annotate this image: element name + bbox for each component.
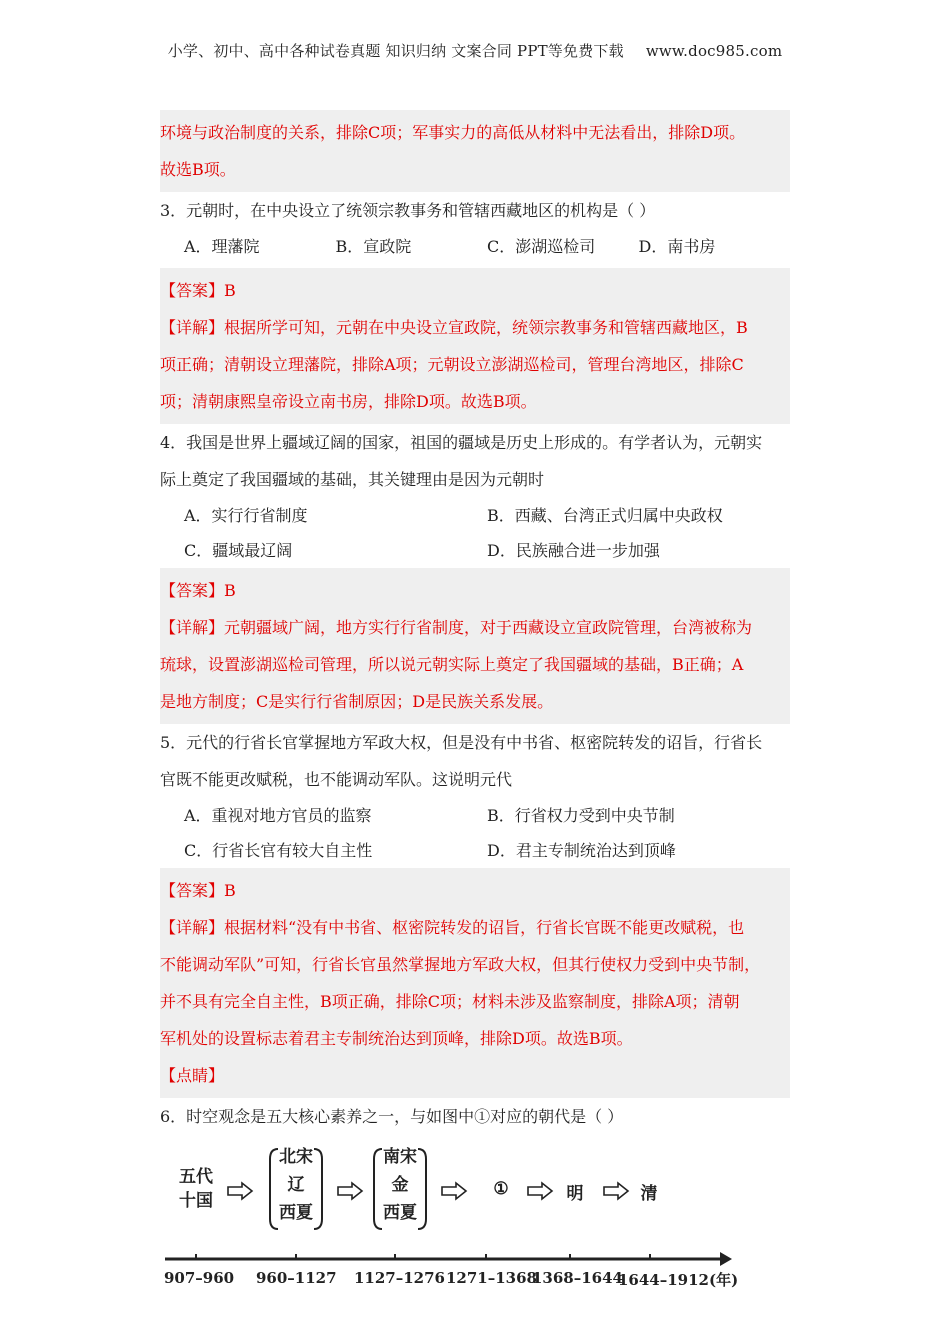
flow-arrow-icon [442, 1183, 466, 1199]
stage-line: 北宋 [279, 1147, 313, 1167]
year-label: 1644–1912(年) [618, 1271, 739, 1289]
explanation-line: 环境与政治制度的关系，排除C项；军事实力的高低从材料中无法看出，排除D项。 [160, 123, 746, 142]
stage-line: 五代 [179, 1167, 213, 1187]
stage-line: ① [493, 1179, 509, 1199]
explanation-line: 项；清朝康熙皇帝设立南书房，排除D项。故选B项。 [160, 392, 537, 411]
tip-label: 【点睛】 [160, 1066, 225, 1085]
question-5-answer-block [160, 868, 790, 1098]
question-5-options-row2 [160, 833, 790, 868]
answer-label: 【答案】B [160, 581, 236, 600]
explanation-line: 并不具有完全自主性，B项正确，排除C项；材料未涉及监察制度，排除A项；清朝 [160, 992, 740, 1011]
question-5-options-row1 [160, 798, 790, 833]
option-b: B．行省权力受到中央节制 [487, 806, 675, 825]
explanation-line: 琉球，设置澎湖巡检司管理，所以说元朝实际上奠定了我国疆域的基础，B正确；A [160, 655, 744, 674]
prev-explanation [160, 110, 790, 192]
option-c: C．疆域最辽阔 [184, 541, 293, 560]
stage-line: 清 [640, 1184, 658, 1204]
flow-arrow-icon [338, 1183, 362, 1199]
document-body [160, 110, 790, 1299]
option-a: A．重视对地方官员的监察 [184, 806, 372, 825]
option-d: D．君主专制统治达到顶峰 [487, 841, 676, 860]
year-label: 960–1127 [256, 1269, 337, 1287]
explanation-line: 【详解】元朝疆域广阔，地方实行行省制度，对于西藏设立宣政院管理，台湾被称为 [160, 618, 753, 637]
year-label: 1368–1644 [532, 1269, 623, 1287]
stage-unknown [486, 1179, 516, 1199]
flow-arrow-icon [228, 1183, 252, 1199]
explanation-line: 不能调动军队”可知，行省长官虽然掌握地方军政大权，但其行使权力受到中央节制， [160, 955, 761, 974]
option-a: A．实行行省制度 [184, 506, 308, 525]
question-4-options-row1 [160, 498, 790, 533]
stage-line: 西夏 [279, 1203, 313, 1223]
option-b: B．西藏、台湾正式归属中央政权 [487, 506, 723, 525]
explanation-line: 是地方制度；C是实行行省制原因；D是民族关系发展。 [160, 692, 554, 711]
stage-ming [560, 1179, 590, 1204]
question-4-answer-block [160, 568, 790, 724]
question-5-stem-cont: 官既不能更改赋税，也不能调动军队。这说明元代 [160, 770, 513, 789]
flow-arrow-icon [528, 1183, 552, 1199]
option-c: C．澎湖巡检司 [487, 237, 596, 256]
timeline-axis-arrow [720, 1252, 732, 1266]
question-3-options [160, 229, 790, 264]
explanation-line: 故选B项。 [160, 160, 236, 179]
header-site[interactable]: www.doc985.com [645, 42, 783, 60]
answer-label: 【答案】B [160, 281, 236, 300]
question-3-answer-block [160, 268, 790, 424]
page-header [0, 40, 950, 61]
explanation-line: 军机处的设置标志着君主专制统治达到顶峰，排除D项。故选B项。 [160, 1029, 633, 1048]
question-4-stem-cont: 际上奠定了我国疆域的基础，其关键理由是因为元朝时 [160, 470, 545, 489]
stage-line: 南宋 [383, 1147, 417, 1167]
stage-line: 西夏 [383, 1203, 417, 1223]
explanation-line: 【详解】根据所学可知，元朝在中央设立宣政院，统领宗教事务和管辖西藏地区，B [160, 318, 748, 337]
stage-northern-song [274, 1143, 318, 1227]
stage-line: 明 [566, 1184, 584, 1204]
year-label: 1271–1368 [446, 1269, 537, 1287]
year-label: 907–960 [164, 1269, 235, 1287]
option-b: B．宣政院 [335, 237, 412, 256]
option-c: C．行省长官有较大自主性 [184, 841, 373, 860]
question-3-stem: 3．元朝时，在中央设立了统领宗教事务和管辖西藏地区的机构是（ ） [160, 201, 656, 220]
answer-label: 【答案】B [160, 881, 236, 900]
dynasty-timeline [160, 1139, 790, 1299]
stage-wudai [174, 1165, 218, 1213]
question-5-stem: 5．元代的行省长官掌握地方军政大权，但是没有中书省、枢密院转发的诏旨，行省长 [160, 733, 763, 752]
option-d: D．民族融合进一步加强 [487, 541, 660, 560]
header-text: 小学、初中、高中各种试卷真题 知识归纳 文案合同 PPT等免费下载 [167, 42, 624, 60]
stage-line: 金 [391, 1175, 409, 1195]
stage-line: 十国 [179, 1191, 213, 1211]
stage-qing [634, 1179, 664, 1204]
year-label: 1127–1276 [354, 1269, 445, 1287]
option-a: A．理藩院 [184, 237, 260, 256]
explanation-line: 【详解】根据材料“没有中书省、枢密院转发的诏旨，行省长官既不能更改赋税，也 [160, 918, 745, 937]
stage-line: 辽 [287, 1175, 305, 1195]
flow-arrow-icon [604, 1183, 628, 1199]
question-6-stem: 6．时空观念是五大核心素养之一，与如图中①对应的朝代是（ ） [160, 1107, 624, 1126]
question-4-options-row2 [160, 533, 790, 568]
question-4-stem: 4．我国是世界上疆域辽阔的国家，祖国的疆域是历史上形成的。有学者认为，元朝实 [160, 433, 763, 452]
stage-southern-song [378, 1143, 422, 1227]
option-d: D．南书房 [638, 237, 716, 256]
explanation-line: 项正确；清朝设立理藩院，排除A项；元朝设立澎湖巡检司，管理台湾地区，排除C [160, 355, 744, 374]
